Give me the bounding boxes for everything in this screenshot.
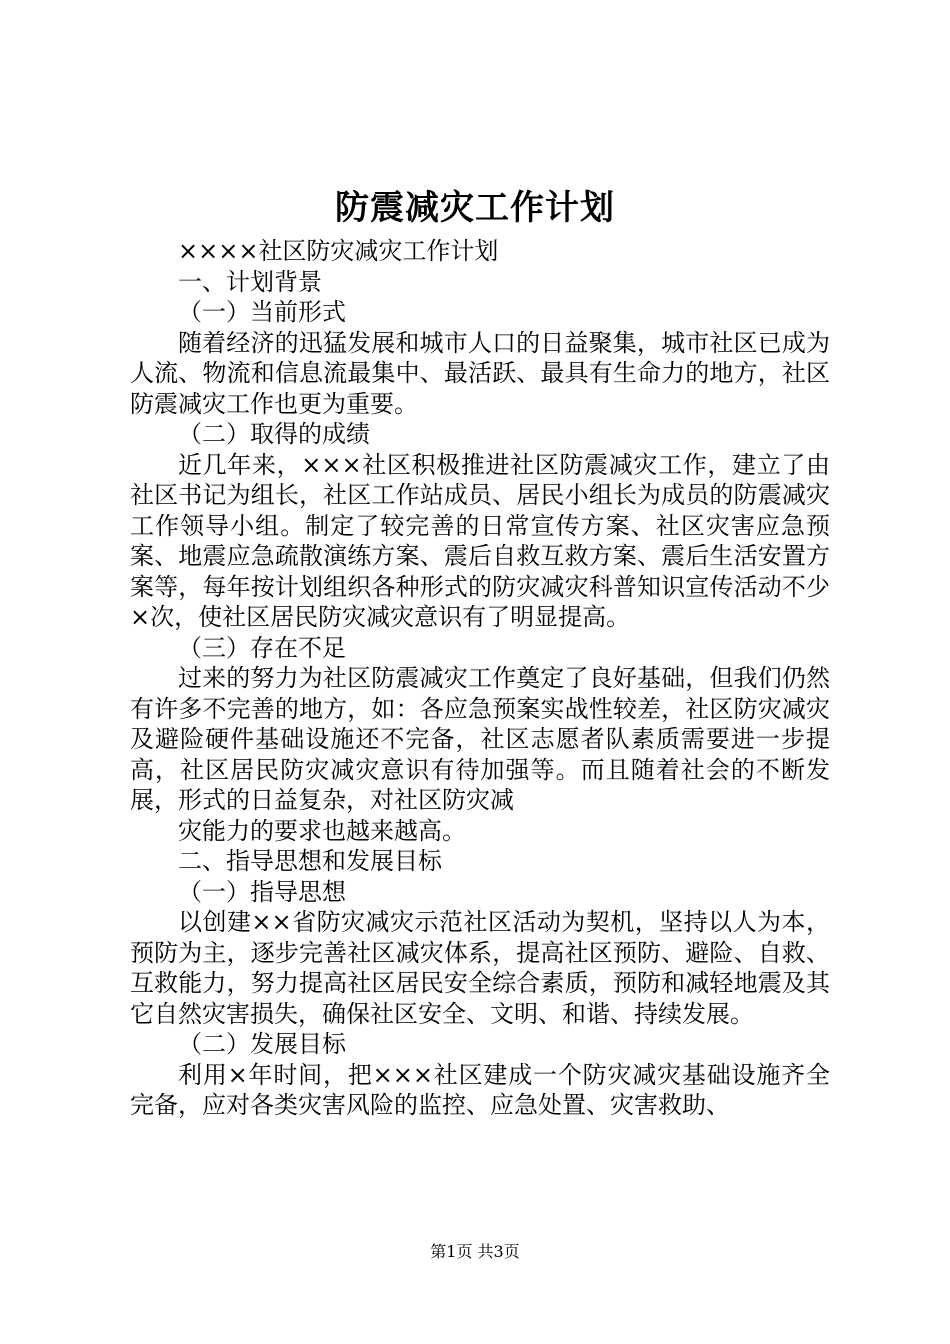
subsection-heading-1-3: （三）存在不足	[178, 633, 346, 662]
paragraph-guiding-ideology: 以创建××省防灾减灾示范社区活动为契机，坚持以人为本，预防为主，逐步完善社区减灾体系，提高社区预防、避险、自救、互救能力，努力提高社区居民安全综合素质，预防和减轻地震及其它自然灾害损失，确保社区安全、文明、和谐、持续发展。	[130, 908, 830, 1028]
paragraph-current-situation: 随着经济的迅猛发展和城市人口的日益聚集，城市社区已成为人流、物流和信息流最集中、最活跃、最具有生命力的地方，社区防震减灾工作也更为重要。	[130, 328, 830, 418]
paragraph-shortcomings: 过来的努力为社区防震减灾工作奠定了良好基础，但我们仍然有许多不完善的地方，如：各应急预案实战性较差，社区防灾减灾及避险硬件基础设施还不完备，社区志愿者队素质需要进一步提高，社区居民防灾减灾意识有待加强等。而且随着社会的不断发展，形式的日益复杂，对社区防灾减	[130, 664, 830, 814]
paragraph-shortcomings-tail: 灾能力的要求也越来越高。	[178, 816, 466, 845]
section-heading-1: 一、计划背景	[178, 267, 322, 296]
paragraph-development-goals: 利用×年时间，把×××社区建成一个防灾减灾基础设施齐全完备，应对各类灾害风险的监控、应急处置、灾害救助、	[130, 1060, 830, 1119]
subsection-heading-1-1: （一）当前形式	[178, 298, 346, 326]
subtitle-line: ××××社区防灾减灾工作计划	[178, 237, 499, 265]
paragraph-achievements: 近几年来，×××社区积极推进社区防震减灾工作，建立了由社区书记为组长，社区工作站成员、居民小组长为成员的防震减灾工作领导小组。制定了较完善的日常宣传方案、社区灾害应急预案、地震应急疏散演练方案、震后自救互救方案、震后生活安置方案等，每年按计划组织各种形式的防灾减灾科普知识宣传活动不少×次，使社区居民防灾减灾意识有了明显提高。	[130, 450, 830, 631]
document-body	[130, 236, 830, 1121]
subsection-heading-2-1: （一）指导思想	[178, 877, 346, 906]
document-title: 防震减灾工作计划	[335, 188, 615, 228]
page-number-footer: 第1页 共3页	[430, 1242, 520, 1261]
subsection-heading-2-2: （二）发展目标	[178, 1030, 346, 1058]
section-heading-2: 二、指导思想和发展目标	[178, 847, 442, 875]
subsection-heading-1-2: （二）取得的成绩	[178, 420, 370, 448]
